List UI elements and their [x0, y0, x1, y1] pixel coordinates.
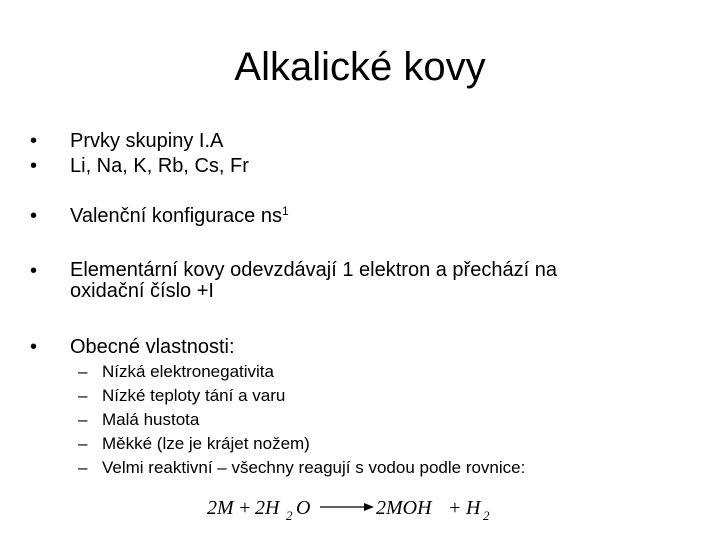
equation-reactant-2-subscript: 2 [286, 508, 293, 523]
sub-bullet-text: Malá hustota [102, 410, 200, 429]
equation-reactant-2-tail: O [296, 497, 311, 519]
dash-marker: – [78, 458, 88, 477]
equation-reactant-1: 2M [207, 497, 234, 519]
reaction-equation [0, 492, 720, 528]
bullet-text: Prvky skupiny I.A [70, 130, 224, 152]
dash-marker: – [78, 362, 88, 381]
bullet-marker: • [30, 260, 38, 282]
sub-bullet-text: Velmi reaktivní – všechny reagují s vodou podle rovnice: [102, 458, 526, 477]
bullet-text: Li, Na, K, Rb, Cs, Fr [70, 155, 249, 177]
equation-product-2-subscript: 2 [483, 508, 490, 523]
equation-plus-2: + [448, 497, 462, 519]
dash-marker: – [78, 434, 88, 453]
equation-reactant-2: 2H [255, 497, 280, 519]
bullet-marker: • [30, 205, 38, 227]
sub-bullet-text: Nízké teploty tání a varu [102, 386, 286, 405]
dash-marker: – [78, 386, 88, 405]
reaction-arrow-head [364, 503, 374, 511]
bullet-marker: • [30, 130, 38, 152]
properties-heading: Obecné vlastnosti: [70, 336, 235, 358]
bullet-marker: • [30, 336, 38, 358]
slide-title: Alkalické kovy [234, 45, 486, 89]
equation-product-2: H [466, 497, 481, 519]
equation-svg [0, 492, 720, 528]
sub-bullet-text: Nízká elektronegativita [102, 362, 274, 381]
valence-superscript: 1 [281, 204, 289, 218]
equation-product-1: 2MOH [376, 497, 432, 519]
valence-text: Valenční konfigurace ns [70, 205, 282, 227]
valence-configuration [70, 205, 289, 227]
sub-bullet-text: Měkké (lze je krájet nožem) [102, 434, 310, 453]
equation-plus-1: + [238, 497, 252, 519]
dash-marker: – [78, 410, 88, 429]
bullet-text: Elementární kovy odevzdávají 1 elektron a přechází na oxidační číslo +I [70, 259, 557, 302]
bullet-marker: • [30, 155, 38, 177]
